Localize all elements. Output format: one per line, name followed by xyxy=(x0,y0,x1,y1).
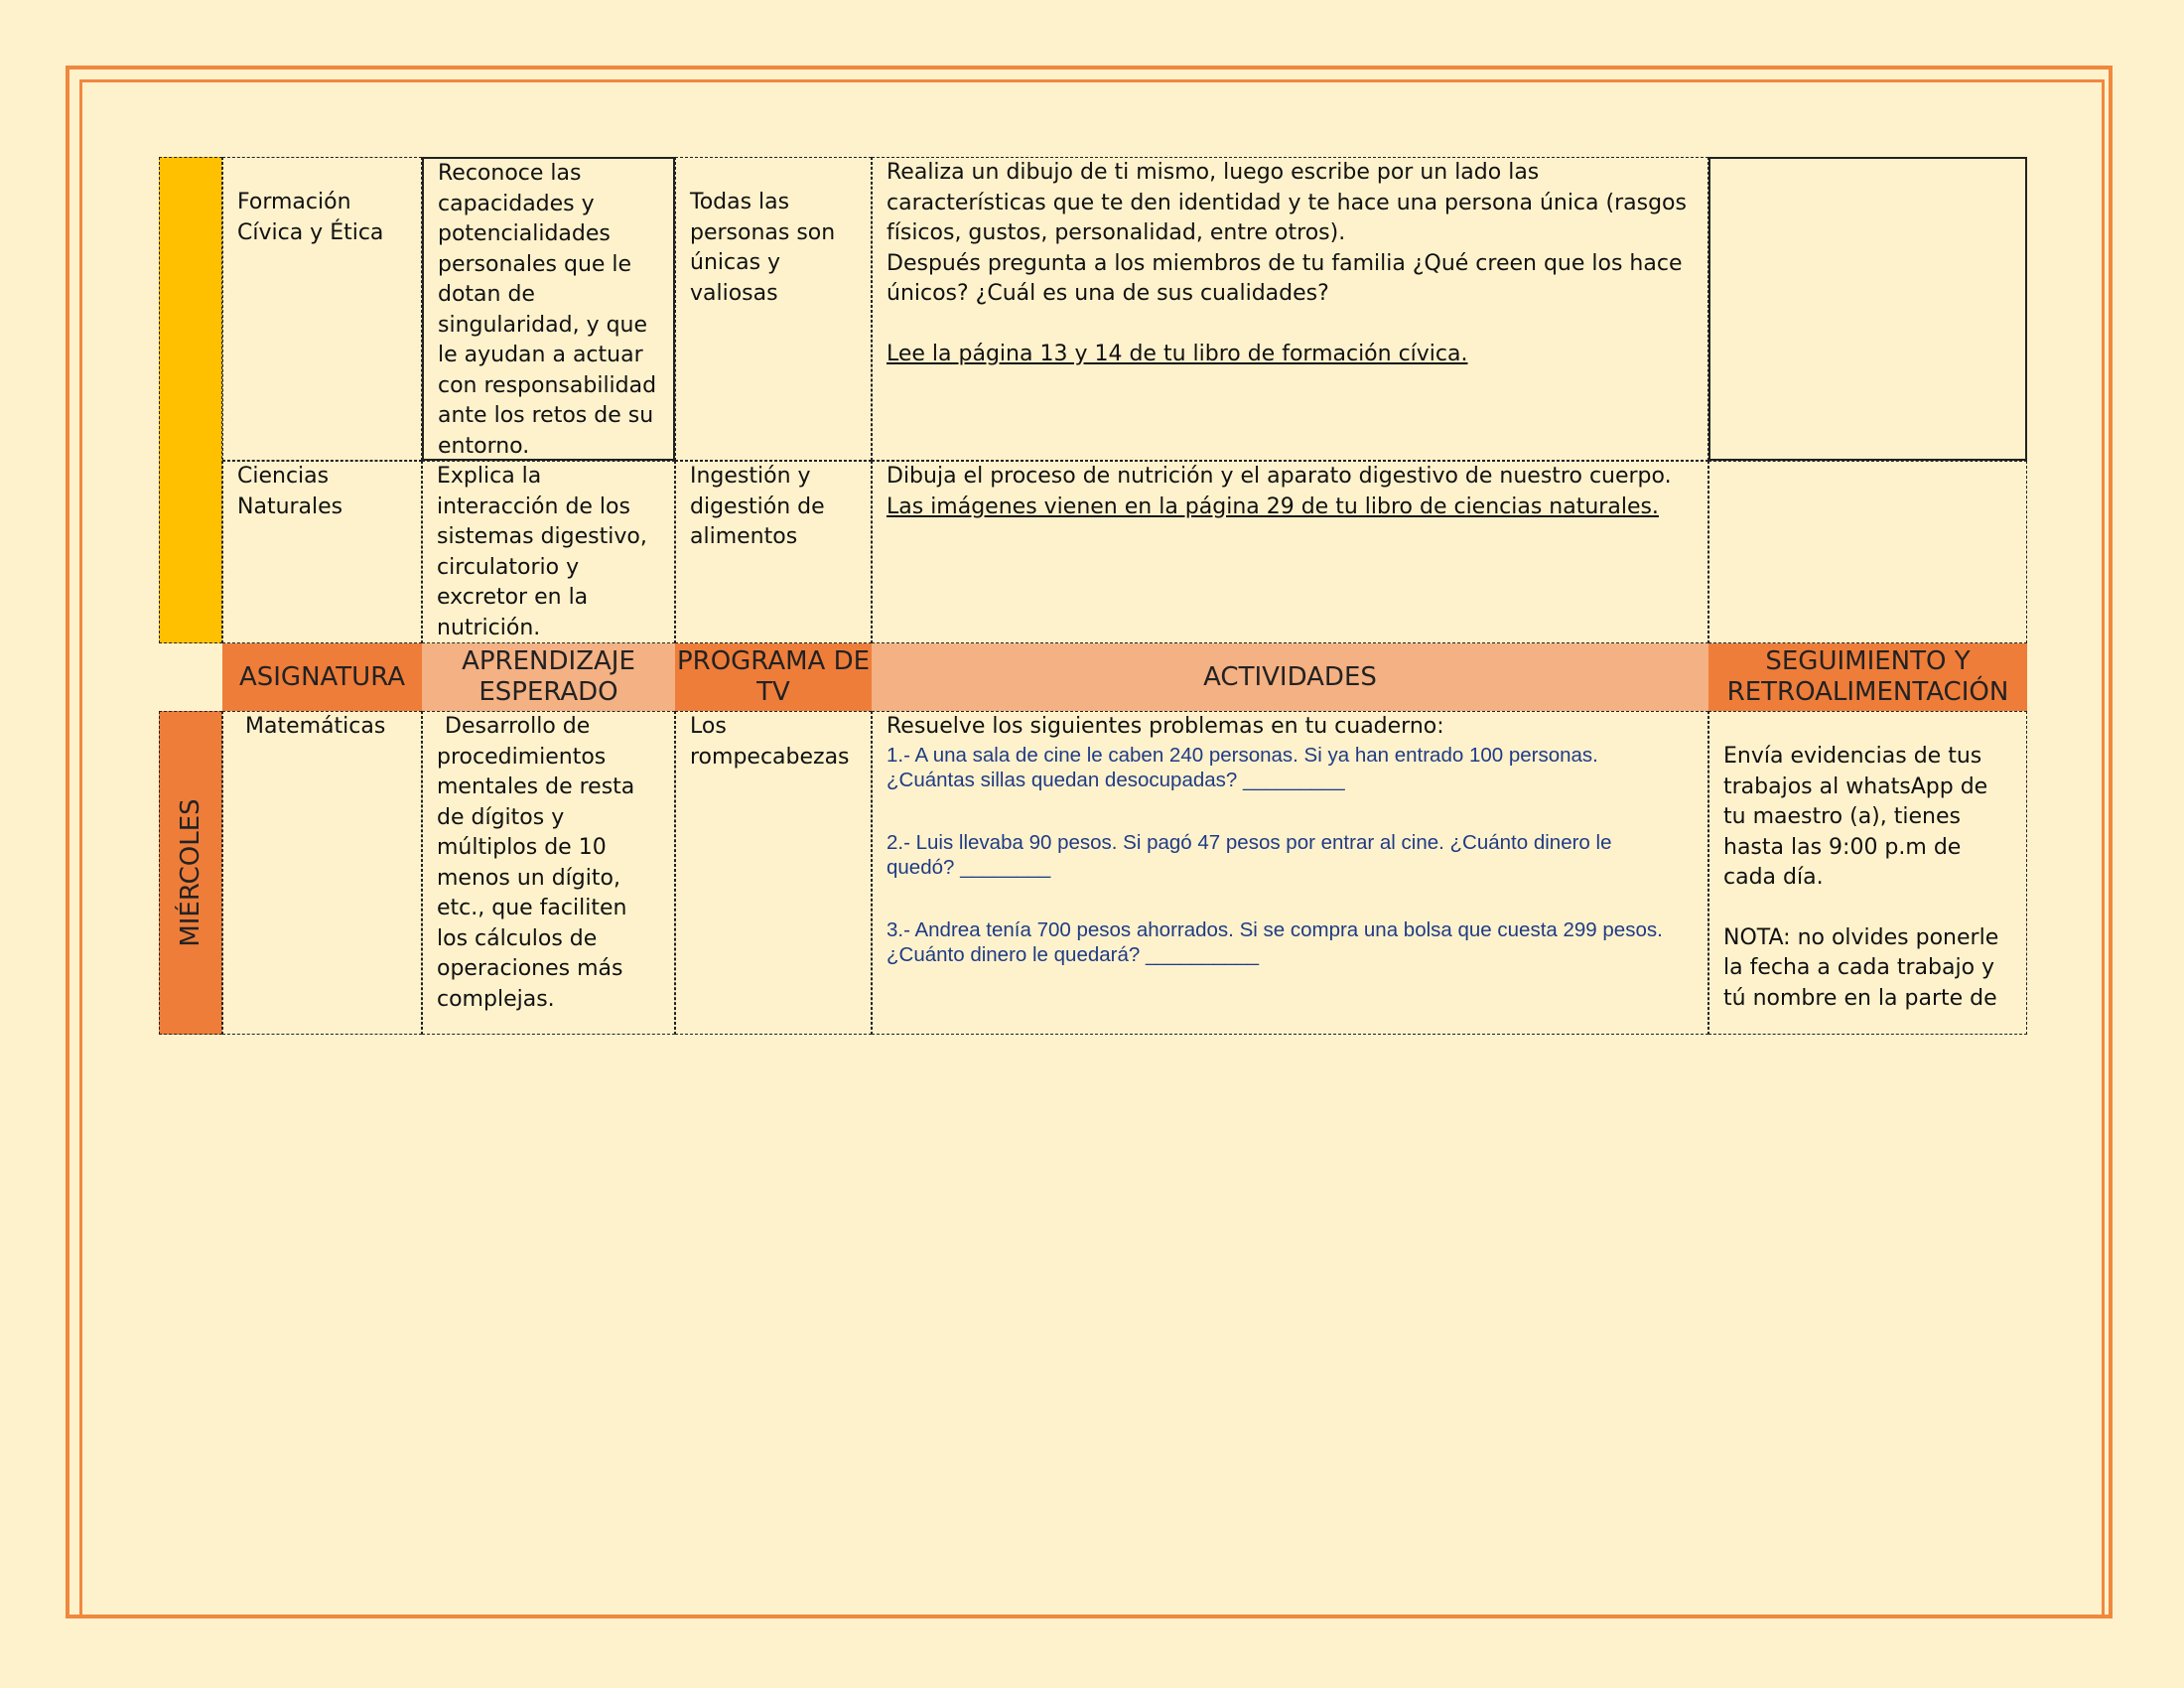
day-bar-yellow xyxy=(159,157,222,643)
mat-aprendizaje: Desarrollo de procedimientos mentales de resta de dígitos y múltiplos de 10 menos un dígito, etc., que faciliten los cálculos de operaciones más complejas. xyxy=(437,714,635,1012)
mat-subject-cell xyxy=(222,711,422,1035)
cn-programa-cell xyxy=(675,461,872,643)
fce-seguimiento-cell xyxy=(1708,157,2027,461)
fce-aprendizaje: Reconoce las capacidades y potencialidades personales que le dotan de singularidad, y que le ayudan a actuar con responsabilidad ante los retos de su entorno. xyxy=(438,161,657,459)
mat-problem-3: 3.- Andrea tenía 700 pesos ahorrados. Si se compra una bolsa que cuesta 299 pesos. ¿Cuánto dinero le quedará? __________ xyxy=(887,917,1663,966)
mat-subject: Matemáticas xyxy=(245,714,386,739)
day-label: MIÉRCOLES xyxy=(176,798,205,947)
header-actividades: ACTIVIDADES xyxy=(872,643,1708,711)
fce-actividad-2: Después pregunta a los miembros de tu familia ¿Qué creen que los hace únicos? ¿Cuál es una de sus cualidades? xyxy=(887,250,1683,306)
mat-problem-1: 1.- A una sala de cine le caben 240 personas. Si ya han entrado 100 personas. ¿Cuántas sillas quedan desocupadas? _________ xyxy=(887,743,1598,791)
cn-seguimiento-cell xyxy=(1708,461,2027,643)
fce-aprendizaje-cell xyxy=(422,157,675,461)
mat-programa-cell xyxy=(675,711,872,1035)
fce-actividad-3: Lee la página 13 y 14 de tu libro de formación cívica. xyxy=(887,341,1468,366)
mat-actividades-cell xyxy=(872,711,1708,1035)
cn-programa: Ingestión y digestión de alimentos xyxy=(690,464,825,549)
mat-seguimiento-2: NOTA: no olvides ponerle la fecha a cada trabajo y tú nombre en la parte de xyxy=(1723,924,1999,1011)
cn-subject-cell xyxy=(222,461,422,643)
cn-aprendizaje-cell xyxy=(422,461,675,643)
day-bar-miercoles xyxy=(159,711,222,1035)
header-programa: PROGRAMA DE TV xyxy=(675,643,872,711)
mat-aprendizaje-cell xyxy=(422,711,675,1035)
fce-programa-cell xyxy=(675,157,872,461)
fce-programa: Todas las personas son únicas y valiosas xyxy=(690,190,836,306)
fce-subject: Formación Cívica y Ética xyxy=(237,190,384,245)
fce-subject-cell xyxy=(222,157,422,461)
cn-actividad-2: Las imágenes vienen en la página 29 de tu libro de ciencias naturales. xyxy=(887,493,1659,519)
cn-subject: Ciencias Naturales xyxy=(237,464,343,519)
cn-aprendizaje: Explica la interacción de los sistemas digestivo, circulatorio y excretor en la nutrición. xyxy=(437,464,647,640)
mat-programa: Los rompecabezas xyxy=(690,714,850,770)
header-seguimiento: SEGUIMIENTO Y RETROALIMENTACIÓN xyxy=(1708,643,2027,711)
cn-actividades-cell xyxy=(872,461,1708,643)
mat-seguimiento-cell xyxy=(1708,711,2027,1035)
fce-actividad-1: Realiza un dibujo de ti mismo, luego escribe por un lado las características que te den identidad y te hace una persona única (rasgos físicos, gustos, personalidad, entre otros). xyxy=(887,160,1687,245)
mat-problem-2: 2.- Luis llevaba 90 pesos. Si pagó 47 pesos por entrar al cine. ¿Cuánto dinero le quedó? ________ xyxy=(887,830,1612,879)
header-aprendizaje: APRENDIZAJE ESPERADO xyxy=(422,643,675,711)
cn-actividad-1: Dibuja el proceso de nutrición y el aparato digestivo de nuestro cuerpo. xyxy=(887,464,1672,489)
header-asignatura: ASIGNATURA xyxy=(222,643,422,711)
fce-actividades-cell xyxy=(872,157,1708,461)
mat-seguimiento-1: Envía evidencias de tus trabajos al whatsApp de tu maestro (a), tienes hasta las 9:00 p.m de cada día. xyxy=(1723,744,1988,890)
mat-intro: Resuelve los siguientes problemas en tu cuaderno: xyxy=(887,714,1444,739)
